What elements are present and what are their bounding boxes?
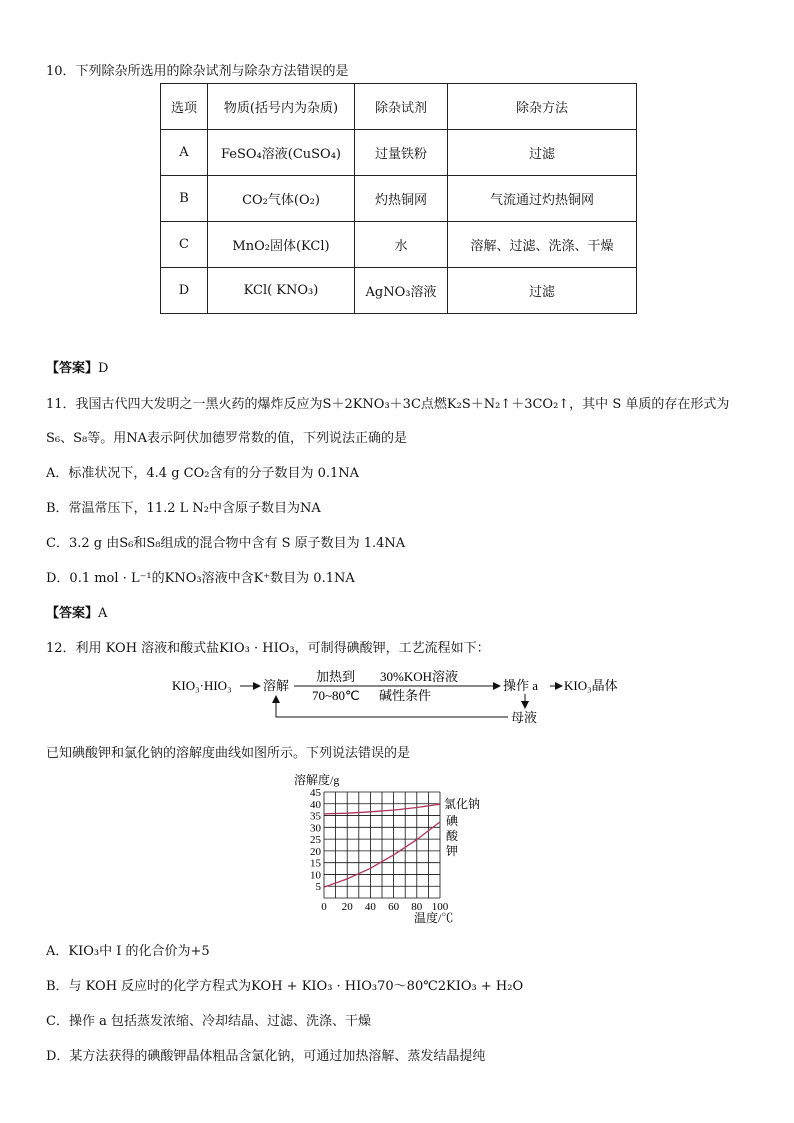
process-flow-diagram [170, 670, 630, 730]
flow-start: KIO₃·HIO₃ [172, 678, 232, 693]
table-cell: CO₂气体(O₂) [208, 176, 355, 222]
y-tick-label: 40 [310, 798, 321, 811]
table-cell: 气流通过灼热铜网 [448, 176, 637, 222]
chart-grid [324, 792, 440, 898]
q11-line1: 11．我国古代四大发明之一黑火药的爆炸反应为S＋2KNO₃＋3C点燃K₂S＋N₂↑＋3CO₂↑，其中 S 单质的存在形式为 [46, 397, 730, 412]
flow-temp: 70~80℃ [312, 688, 360, 703]
table-cell: D [161, 268, 208, 314]
q11-option-b: B．常温常压下，11.2 L N₂中含原子数目为NA [46, 501, 321, 516]
q12-stem: 12．利用 KOH 溶液和酸式盐KIO₃ · HIO₃，可制得碘酸钾，工艺流程如下： [46, 641, 490, 656]
series-label-nacl: 氯化钠 [444, 797, 481, 811]
table-cell: AgNO₃溶液 [355, 268, 448, 314]
q11-line2: S₆、S₈等。用NA表示阿伏加德罗常数的值，下列说法正确的是 [46, 431, 407, 446]
q11-option-d: D．0.1 mol · L⁻¹的KNO₃溶液中含K⁺数目为 0.1NA [46, 571, 355, 586]
q11-answer [46, 602, 107, 621]
table-cell: C [161, 222, 208, 268]
q11-option-c: C．3.2 g 由S₆和S₈组成的混合物中含有 S 原子数目为 1.4NA [46, 536, 406, 551]
table-cell: A [161, 130, 208, 176]
y-tick-label: 5 [315, 881, 321, 894]
table-header-cell: 选项 [161, 84, 208, 130]
table-cell: 过滤 [448, 130, 637, 176]
y-tick-label: 25 [310, 834, 321, 847]
solubility-chart [292, 770, 512, 930]
flow-condition: 碱性条件 [379, 688, 432, 703]
y-tick-label: 10 [310, 869, 321, 882]
q10-answer [46, 357, 108, 376]
q12-option-a: A．KIO₃中 I 的化合价为+5 [46, 944, 210, 959]
table-row [161, 130, 637, 176]
x-tick-label: 80 [411, 901, 423, 913]
q12-option-b: B．与 KOH 反应时的化学方程式为KOH + KIO₃ · HIO₃70～80℃2KIO₃ + H₂O [46, 979, 524, 994]
table-cell: 过量铁粉 [355, 130, 448, 176]
table-header-cell: 物质(括号内为杂质) [208, 84, 355, 130]
answer-value: D [98, 361, 109, 376]
table-row [161, 222, 637, 268]
x-tick-label: 100 [431, 901, 449, 913]
table-row [161, 268, 637, 314]
table-cell: 溶解、过滤、洗涤、干燥 [448, 222, 637, 268]
flow-product: KIO₃晶体 [564, 678, 618, 693]
q12-known: 已知碘酸钾和氯化钠的溶解度曲线如图所示。下列说法错误的是 [46, 746, 411, 761]
answer-label: 【答案】 [46, 361, 99, 376]
x-tick-label: 0 [321, 901, 327, 913]
table-cell: 过滤 [448, 268, 637, 314]
chart-ylabel: 溶解度/g [294, 773, 340, 787]
table-header-cell: 除杂试剂 [355, 84, 448, 130]
series-label-kio3-2: 酸 [446, 829, 459, 843]
y-tick-label: 35 [310, 810, 321, 823]
q11-option-a: A．标准状况下，4.4 g CO₂含有的分子数目为 0.1NA [46, 466, 360, 481]
chart-xlabel: 温度/℃ [414, 911, 454, 925]
answer-label: 【答案】 [46, 606, 99, 621]
table-header-cell: 除杂方法 [448, 84, 637, 130]
y-tick-label: 20 [310, 845, 321, 858]
table-cell: 灼热铜网 [355, 176, 448, 222]
flow-mother-liquor: 母液 [511, 710, 538, 725]
q10-table [160, 83, 637, 314]
y-tick-label: 30 [310, 822, 321, 835]
table-cell: MnO₂固体(KCl) [208, 222, 355, 268]
x-tick-label: 40 [364, 901, 376, 913]
q12-option-c: C．操作 a 包括蒸发浓缩、冷却结晶、过滤、洗涤、干燥 [46, 1014, 371, 1029]
table-cell: FeSO₄溶液(CuSO₄) [208, 130, 355, 176]
table-cell: 水 [355, 222, 448, 268]
flow-reagent: 30%KOH溶液 [380, 670, 458, 684]
flow-operation: 操作 a [503, 678, 539, 693]
q12-option-d: D．某方法获得的碘酸钾晶体粗品含氯化钠，可通过加热溶解、蒸发结晶提纯 [46, 1049, 486, 1064]
series-label-kio3-1: 碘 [446, 814, 459, 828]
x-tick-label: 20 [341, 901, 353, 913]
y-tick-label: 45 [310, 787, 321, 799]
table-cell: B [161, 176, 208, 222]
q10-stem: 10．下列除杂所选用的除杂试剂与除杂方法错误的是 [46, 64, 349, 79]
table-cell: KCl( KNO₃) [208, 268, 355, 314]
flow-dissolve: 溶解 [263, 678, 290, 693]
flow-heat: 加热到 [316, 670, 356, 684]
series-label-kio3-3: 钾 [446, 844, 459, 858]
x-tick-label: 60 [388, 901, 400, 913]
answer-value: A [98, 606, 108, 621]
y-tick-label: 15 [310, 857, 321, 870]
table-header-row [161, 84, 637, 130]
table-row [161, 176, 637, 222]
